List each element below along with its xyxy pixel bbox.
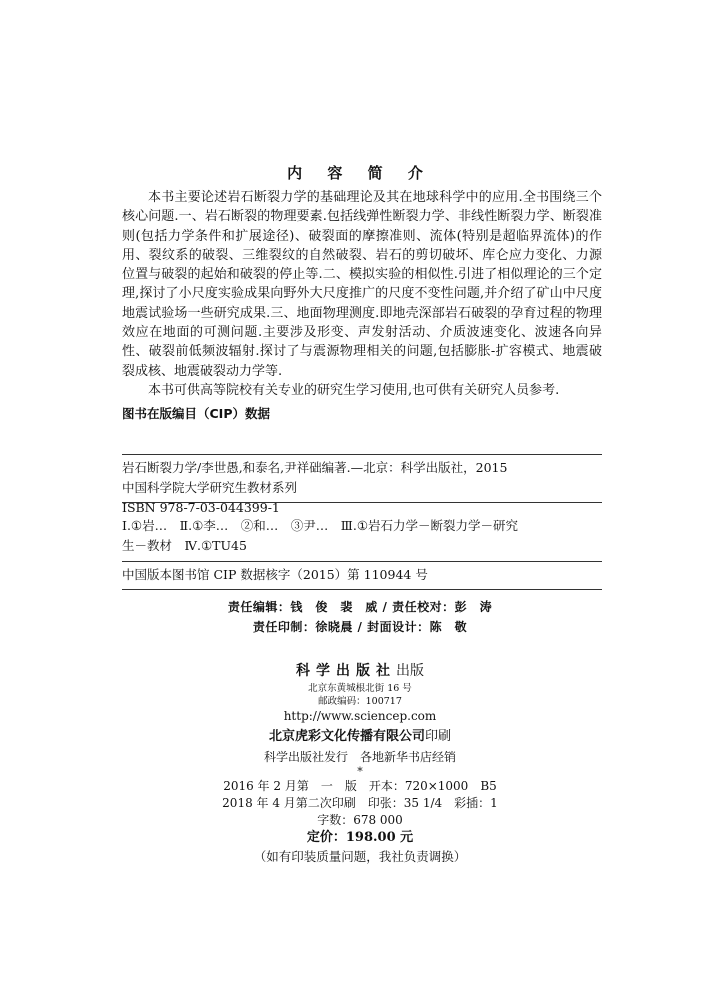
cip-record-block [122,565,602,585]
production-credits: 责任印制：徐晓晨 / 封面设计：陈 敬 [252,620,468,634]
publisher-line [0,660,720,682]
quality-note: （如有印装质量问题，我社负责调换） [253,849,467,864]
separator-star: * [357,765,363,778]
cip-heading: 图书在版编目（CIP）数据 [122,406,270,421]
cip-line-title: 岩石断裂力学/李世愚,和泰名,尹祥础编著.—北京：科学出版社，2015 [122,460,508,475]
printer-line [0,726,720,748]
distribution-line: 科学出版社发行 各地新华书店经销 [263,750,456,764]
cip-line-isbn: ISBN 978-7-03-044399-1 [122,500,280,515]
publisher-suffix: 出版 [396,663,424,679]
cip-divider [122,589,602,590]
imprint-block [0,660,720,866]
cip-record-number: 中国版本图书馆 CIP 数据核字（2015）第 110944 号 [122,567,428,582]
summary-paragraph-1: 本书主要论述岩石断裂力学的基础理论及其在地球科学中的应用.全书围绕三个核心问题.一、岩石断裂的物理要素.包括线弹性断裂力学、非线性断裂力学、断裂准则(包括力学条件和扩展途径)、破裂面的摩擦准则、流体(特别是超临界流体)的作用、裂纹系的破裂、三维裂纹的自然破裂、岩石的剪切破坏、库仑应力变化、力源位置与破裂的起始和破裂的停止等.二、模拟实验的相似性.引进了相似理论的三个定理,探讨了小尺度实验成果向野外大尺度推广的尺度不变性问题,并介绍了矿山中尺度地震试验场一些研究成果.三、地面物理测度.即地壳深部岩石破裂的孕育过程的物理效应在地面的可测问题.主要涉及形变、声发射活动、介质波速变化、波速各向异性、破裂前低频波辐射.探讨了与震源物理相关的问题,包括膨胀-扩容模式、地震破裂成核、地震破裂动力学等. [122,190,602,379]
printer-suffix: 印刷 [425,729,452,744]
publisher-website: http://www.sciencep.com [283,709,437,723]
book-summary [122,188,602,400]
cip-divider [122,561,602,562]
summary-paragraph-2: 本书可供高等院校有关专业的研究生学习使用,也可供有关研究人员参考. [148,382,560,398]
edition-line: 2016 年 2 月第 一 版 开本：720×1000 B5 [223,779,497,793]
publisher-postcode: 邮政编码：100717 [318,696,402,707]
printing-line: 2018 年 4 月第二次印刷 印张：35 1/4 彩插：1 [222,796,498,810]
price: 定价：198.00 元 [306,830,414,845]
cip-bibliographic-block [122,458,602,518]
cip-divider [122,454,602,455]
publisher-address: 北京东黄城根北街 16 号 [308,683,412,694]
cip-classification-line-2: 生－教材 Ⅳ.①TU45 [122,538,247,553]
publisher-name: 科学出版社 [296,663,396,679]
word-count: 字数：678 000 [317,813,403,827]
cip-classification-block [122,516,602,556]
cip-classification-line-1: Ⅰ.①岩… Ⅱ.①李… ②和… ③尹… Ⅲ.①岩石力学－断裂力学－研究 [122,518,519,533]
editor-credits: 责任编辑：钱 俊 裴 威 / 责任校对：彭 涛 [227,600,493,614]
cip-divider [122,502,602,503]
printer-name: 北京虎彩文化传播有限公司 [268,729,425,744]
page-title: 内 容 简 介 [287,164,433,182]
cip-line-series: 中国科学院大学研究生教材系列 [122,480,298,495]
